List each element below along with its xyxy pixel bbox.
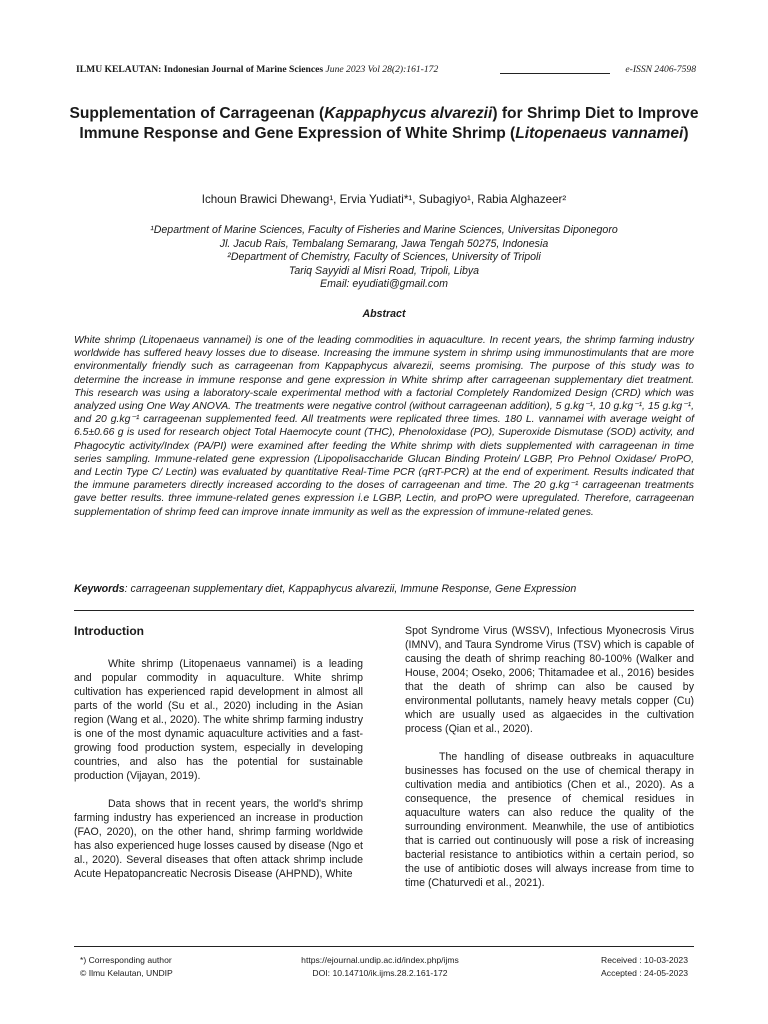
footer-left — [80, 954, 173, 979]
introduction-heading: Introduction — [74, 624, 144, 638]
running-header-left — [76, 64, 438, 75]
journal-url: https://ejournal.undip.ac.id/index.php/ijms — [301, 955, 459, 965]
corresponding-note: *) Corresponding author — [80, 955, 172, 965]
affiliation-line: Jl. Jacub Rais, Tembalang Semarang, Jawa Tengah 50275, Indonesia — [219, 237, 549, 250]
footer-rule — [74, 946, 694, 947]
keywords — [74, 583, 694, 595]
title-species-2: Litopenaeus vannamei — [515, 124, 684, 142]
title-part-1: Supplementation of Carrageenan ( — [69, 105, 325, 122]
title-part-2: ) for Shrimp Diet to Improve Immune Response and Gene Expression of White Shrimp ( — [79, 105, 699, 142]
keywords-value: : carrageenan supplementary diet, Kappaphycus alvarezii, Immune Response, Gene Expression — [124, 583, 577, 595]
received-date: Received : 10-03-2023 — [601, 955, 688, 965]
author-list: Ichoun Brawici Dhewang¹, Ervia Yudiati*¹, Subagiyo¹, Rabia Alghazeer² — [201, 193, 567, 206]
body-paragraph: Spot Syndrome Virus (WSSV), Infectious Myonecrosis Virus (IMNV), and Taura Syndrome Virus (TSV) which is capable of causing the death of shrimp reaching 80-100% (Walker and House, 2004; Oseko, 2006; Thitamadee et al., 2016) besides that the death of shrimp can also be caused by environmental pollutants, namely heavy metals copper (Cu) which are usually used as algaecides in the cultivation process (Qian et al., 2020). — [405, 625, 694, 735]
affiliation-line: Tariq Sayyidi al Misri Road, Tripoli, Libya — [288, 264, 480, 277]
accepted-date: Accepted : 24-05-2023 — [601, 967, 688, 978]
copyright-note: © Ilmu Kelautan, UNDIP — [80, 967, 173, 978]
affiliation-line: ²Department of Chemistry, Faculty of Sciences, University of Tripoli — [227, 251, 541, 264]
abstract-text: White shrimp (Litopenaeus vannamei) is one of the leading commodities in aquaculture. In recent years, the shrimp farming industry worldwide has suffered heavy losses due to disease. Increasing the immune system in shrimp using immunostimulants that are more environmentally friendly such as carrageenan from Kappaphycus alvarezii, seems promising. The purpose of this study was to determine the increase in immune response and gene expression in White shrimp after carrageenan supplementary diet treatment. This research was using a laboratory-scale experimental method with a factorial Completely Randomized Design (CRD) which was analyzed using One Way ANOVA. The treatments were negative control (without carrageenan addition), 5 g.kg⁻¹, 10 g.kg⁻¹, 15 g.kg⁻¹, and 20 g.kg⁻¹ carrageenan supplemented feed. All treatments were replicated three times. 180 L. vannamei with average weight of 6.5±0.66 g is used for research object Total Haemocyte count (THC), Phenoloxidase (PO), Superoxide Dismutase (SOD) activity, and Phagocytic activity/Index (PA/PI) were examined after feeding the White shrimp with diets supplemented with carrageenan in time series sampling. Immune-related gene expression (Lipopolisaccharide Glucan Binding Protein/ LGBP, Pro Pehnol Oxidase/ ProPO, and Lectin Type C/ Lectin) was evaluated by quantitative Real-Time PCR (qRT-PCR) at the end of experiment. Results indicated that the immune parameters directly increased according to the doses of carrageenan and time. The 20 g.kg⁻¹ carrageenan treatments gave better results. three immune-related genes expression i.e LGBP, Lectin, and proPO were upregulated. Therefore, carrageenan supplementation of shrimp feed can improve innate immunity as well as the expression of immune-related genes. — [74, 335, 694, 518]
journal-name: ILMU KELAUTAN: Indonesian Journal of Marine Sciences — [76, 64, 324, 75]
body-paragraph: The handling of disease outbreaks in aquaculture businesses has focused on the use of chemical therapy in cultivation media and antibiotics (Chen et al., 2020). As a consequence, the presence of chemical residues in aquaculture waters can also reduce the quality of the surrounding environment. Meanwhile, the use of antibiotics that is carried out continuously will pose a risk of increasing bacterial resistance to antibiotics within a certain period, so the use of antibiotic doses will always increase from time to time (Chaturvedi et al., 2021). — [405, 751, 694, 889]
left-column — [74, 624, 363, 881]
article-title — [60, 104, 708, 143]
section-divider — [74, 610, 694, 611]
title-part-3: ) — [683, 124, 689, 142]
body-paragraph: Data shows that in recent years, the world's shrimp farming industry has experienced an increase in production (FAO, 2020), on the other hand, shrimp farming worldwide has also experienced huge losses caused by disease (Ngo et al., 2020). Several diseases that often attack shrimp include Acute Hepatopancreatic Necrosis Disease (AHPND), White — [74, 798, 363, 880]
running-header — [76, 64, 696, 80]
title-species-1: Kappaphycus alvarezii — [324, 105, 493, 122]
affiliations — [60, 224, 708, 292]
right-column — [405, 624, 694, 890]
body-paragraph: White shrimp (Litopenaeus vannamei) is a leading and popular commodity in aquaculture. White shrimp cultivation has experienced rapid development in almost all parts of the world (Su et al., 2020) including in the Asian region (Wang et al., 2020). The white shrimp farming industry is one of the most dynamic aquaculture activities and a fast-growing food production system, especially in developing countries, and also has the potential for sustainable production (Vijayan, 2019). — [74, 658, 363, 782]
header-rule — [500, 73, 610, 74]
author-email: Email: eyudiati@gmail.com — [320, 278, 448, 291]
keywords-label: Keywords — [74, 583, 125, 595]
article-doi: DOI: 10.14710/ik.ijms.28.2.161-172 — [312, 967, 448, 978]
abstract-heading: Abstract — [362, 308, 406, 320]
journal-issue: June 2023 Vol 28(2):161-172 — [325, 64, 439, 75]
footer-right — [601, 954, 688, 979]
affiliation-line: ¹Department of Marine Sciences, Faculty of Fisheries and Marine Sciences, Universitas Diponegoro — [150, 224, 618, 236]
journal-issn: e-ISSN 2406-7598 — [625, 64, 696, 75]
footer-center — [270, 954, 490, 979]
